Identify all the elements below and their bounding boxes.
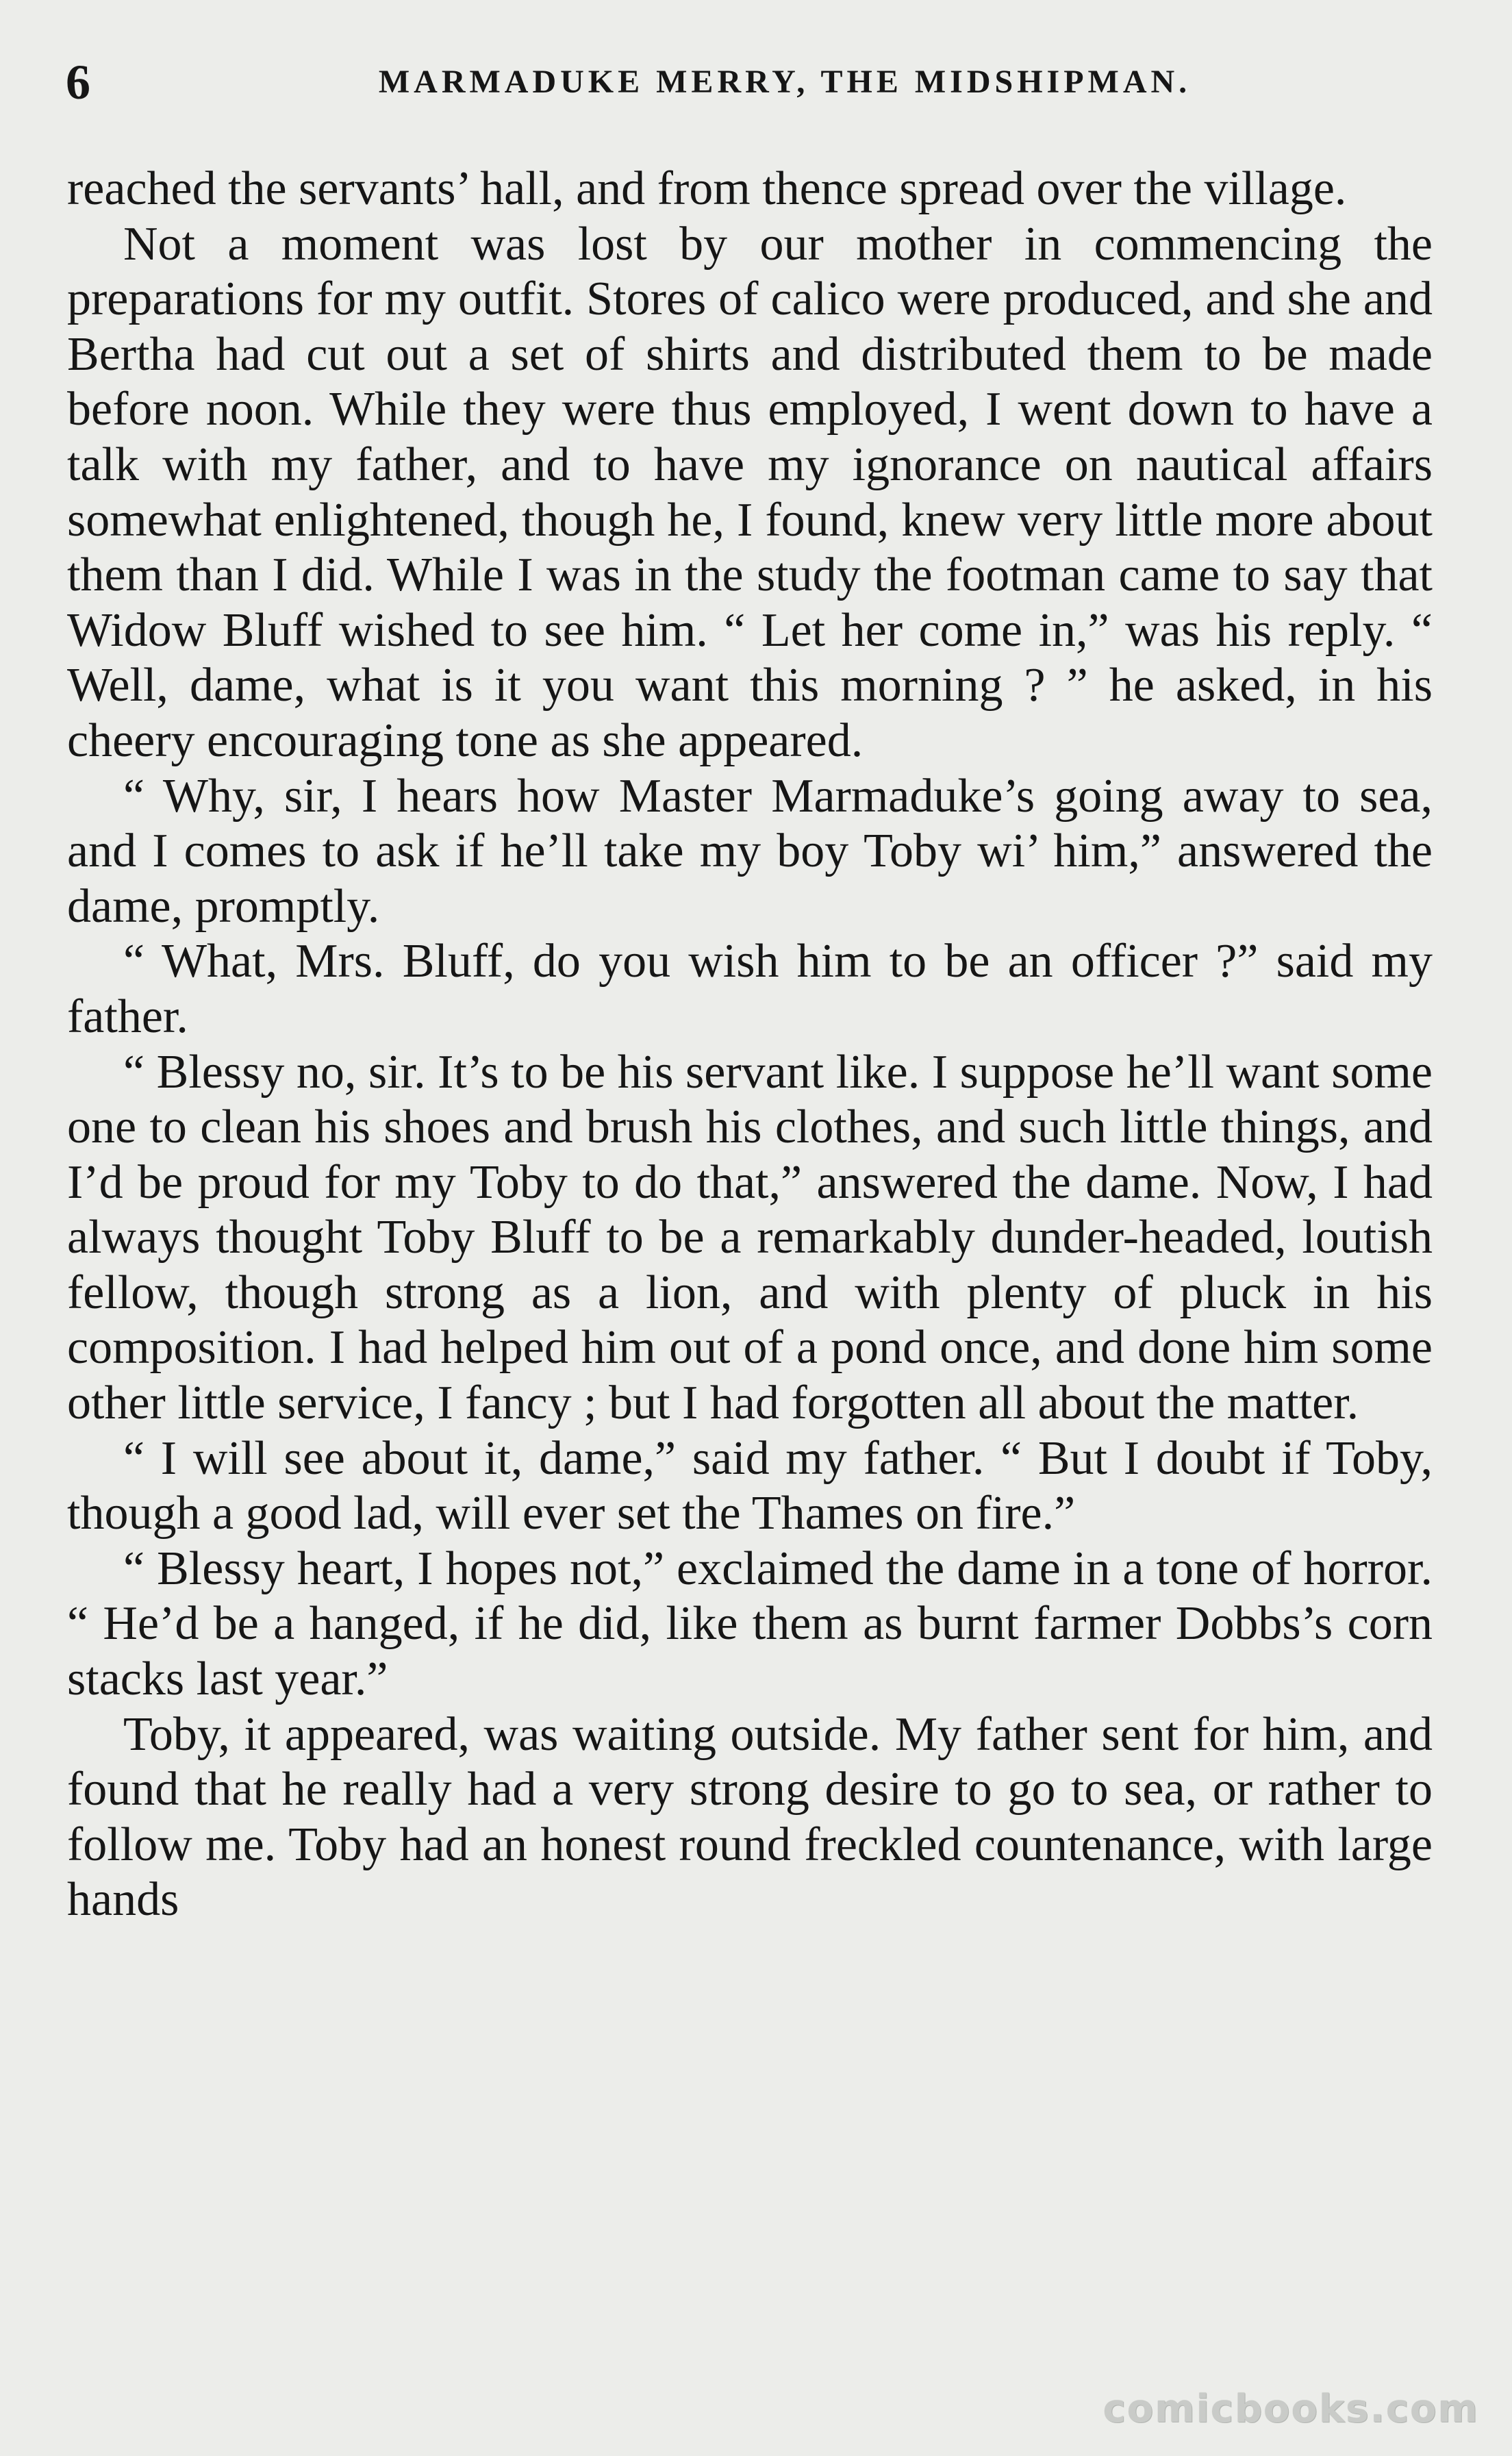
paragraph: “ Blessy heart, I hopes not,” exclaimed the dame in a tone of horror. “ He’d be a hanged, if he did, like them as burnt farmer Dobbs’s corn stacks last year.” bbox=[67, 1542, 1433, 1706]
page-number: 6 bbox=[66, 55, 90, 110]
paragraph: reached the servants’ hall, and from thence spread over the village. bbox=[67, 162, 1347, 215]
paragraph: “ What, Mrs. Bluff, do you wish him to be an officer ?” said my father. bbox=[67, 935, 1433, 1043]
paragraph: “ Why, sir, I hears how Master Marmaduke’s going away to sea, and I comes to ask if he’ll take my boy Toby wi’ him,” answered the dame, promptly. bbox=[67, 769, 1433, 933]
watermark: comicbooks.com bbox=[1102, 2387, 1479, 2431]
paragraph: “ Blessy no, sir. It’s to be his servant like. I suppose he’ll want some one to clean his shoes and brush his clothes, and such little things, and I’d be proud for my Toby to do that,” answered the dame. Now, I had always thought Toby Bluff to be a remarkably dunder-headed, loutish fellow, though strong as a lion, and with plenty of pluck in his composition. I had helped him out of a pond once, and done him some other little service, I fancy ; but I had forgotten all about the matter. bbox=[67, 1045, 1433, 1430]
paragraph: Not a moment was lost by our mother in commencing the preparations for my outfit. Stores of calico were produced, and she and Bertha had cut out a set of shirts and distributed them to be made before noon. While they were thus employed, I went down to have a talk with my father, and to have my ignorance on nautical affairs somewhat enlightened, though he, I found, knew very little more about them than I did. While I was in the study the footman came to say that Widow Bluff wished to see him. “ Let her come in,” was his reply. “ Well, dame, what is it you want this morning ? ” he asked, in his cheery encouraging tone as she appeared. bbox=[67, 217, 1433, 767]
paragraph: “ I will see about it, dame,” said my father. “ But I doubt if Toby, though a good lad, will ever set the Thames on fire.” bbox=[67, 1431, 1433, 1540]
running-title: MARMADUKE MERRY, THE MIDSHIPMAN. bbox=[378, 64, 1192, 100]
page-header bbox=[66, 49, 1434, 115]
body-text bbox=[67, 162, 1433, 1928]
paragraph: Toby, it appeared, was waiting outside. My father sent for him, and found that he really had a very strong desire to go to sea, or rather to follow me. Toby had an honest round freckled countenance, with large hands bbox=[67, 1707, 1433, 1927]
